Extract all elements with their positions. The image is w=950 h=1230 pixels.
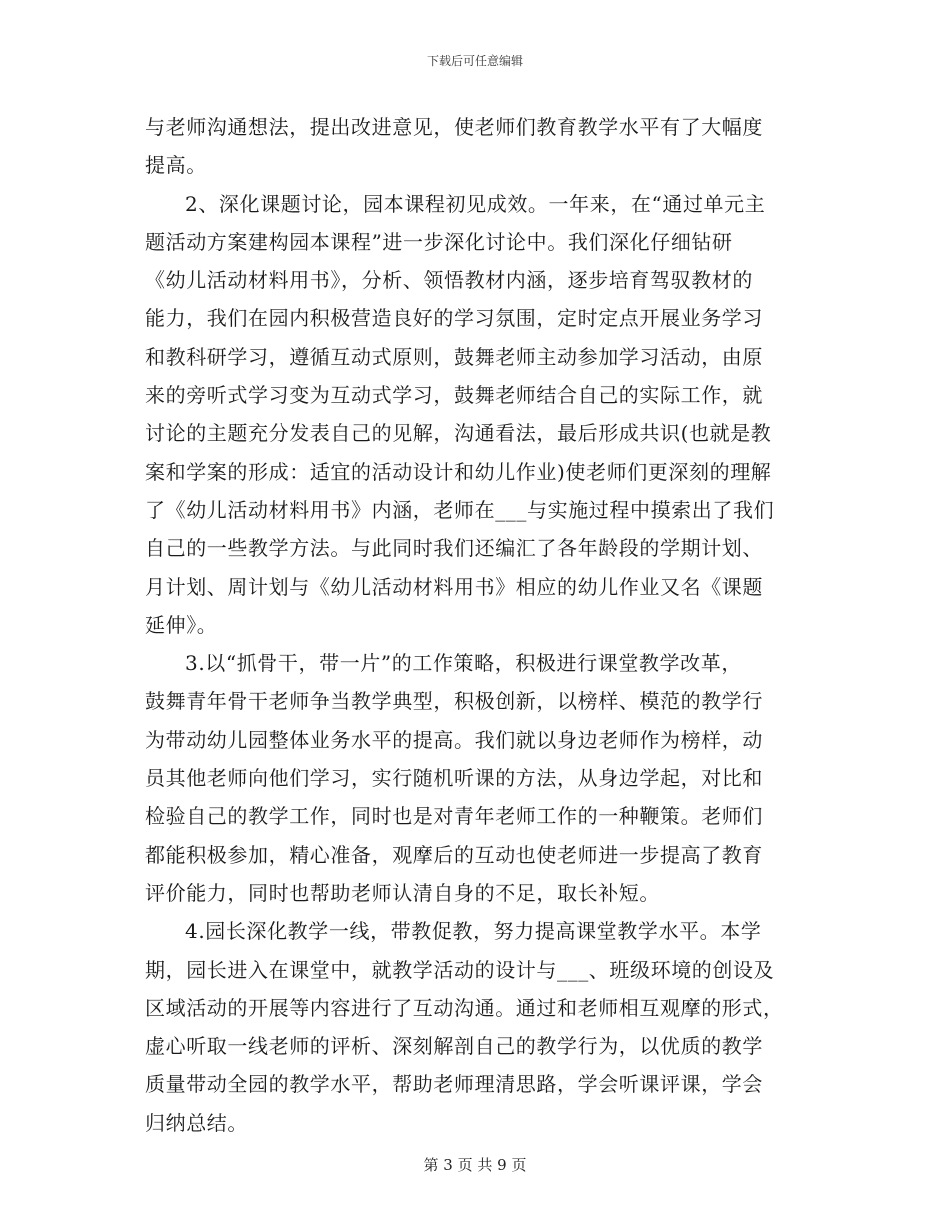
text-line: 归纳总结。 xyxy=(145,1110,248,1135)
text-line: 题活动方案建构园本课程”进一步深化讨论中。我们深化仔细钻研 xyxy=(145,229,733,254)
document-body xyxy=(145,108,805,1142)
text-line: 能力，我们在园内积极营造良好的学习氛围，定时定点开展业务学习 xyxy=(145,306,763,331)
page-number-footer: 第 3 页 共 9 页 xyxy=(423,1156,527,1174)
text-line: 质量带动全园的教学水平，帮助老师理清思路，学会听课评课，学会 xyxy=(145,1072,763,1097)
text-line: 提高。 xyxy=(145,153,207,178)
text-line: 《幼儿活动材料用书》，分析、领悟教材内涵，逐步培育驾驭教材的 xyxy=(145,268,753,293)
text-line: 评价能力，同时也帮助老师认清自身的不足，取长补短。 xyxy=(145,880,660,905)
text-line: 了《幼儿活动材料用书》内涵，老师在___与实施过程中摸索出了我们 xyxy=(145,497,775,522)
paragraph-start-line: 2、深化课题讨论，园本课程初见成效。一年来，在“通过单元主 xyxy=(185,191,766,216)
text-line: 来的旁听式学习变为互动式学习，鼓舞老师结合自己的实际工作，就 xyxy=(145,383,763,408)
text-line: 案和学案的形成：适宜的活动设计和幼儿作业)使老师们更深刻的理解 xyxy=(145,459,772,484)
text-line: 为带动幼儿园整体业务水平的提高。我们就以身边老师作为榜样，动 xyxy=(145,727,763,752)
text-line: 虚心听取一线老师的评析、深刻解剖自己的教学行为，以优质的教学 xyxy=(145,1034,763,1059)
header-note: 下载后可任意编辑 xyxy=(426,54,523,68)
text-line: 和教科研学习，遵循互动式原则，鼓舞老师主动参加学习活动，由原 xyxy=(145,344,763,369)
text-line: 都能积极参加，精心准备，观摩后的互动也使老师进一步提高了教育 xyxy=(145,842,763,867)
text-line: 自己的一些教学方法。与此同时我们还编汇了各年龄段的学期计划、 xyxy=(145,536,763,561)
text-line: 讨论的主题充分发表自己的见解，沟通看法，最后形成共识(也就是教 xyxy=(145,421,772,446)
text-line: 与老师沟通想法，提出改进意见，使老师们教育教学水平有了大幅度 xyxy=(145,115,763,139)
text-line: 区域活动的开展等内容进行了互动沟通。通过和老师相互观摩的形式， xyxy=(145,995,784,1020)
paragraph-start-line: 4.园长深化教学一线，带教促教，努力提高课堂教学水平。本学 xyxy=(185,919,762,944)
text-line: 检验自己的教学工作，同时也是对青年老师工作的一种鞭策。老师们 xyxy=(145,804,763,829)
text-line: 月计划、周计划与《幼儿活动材料用书》相应的幼儿作业又名《课题 xyxy=(145,574,763,599)
text-line: 员其他老师向他们学习，实行随机听课的方法，从身边学起，对比和 xyxy=(145,766,763,791)
paragraph-start-line: 3.以“抓骨干，带一片”的工作策略，积极进行课堂教学改革， xyxy=(185,651,742,676)
text-line: 期，园长进入在课堂中，就教学活动的设计与___、班级环境的创设及 xyxy=(145,957,775,982)
text-line: 延伸》。 xyxy=(145,612,218,637)
text-line: 鼓舞青年骨干老师争当教学典型，积极创新，以榜样、模范的教学行 xyxy=(145,689,763,714)
